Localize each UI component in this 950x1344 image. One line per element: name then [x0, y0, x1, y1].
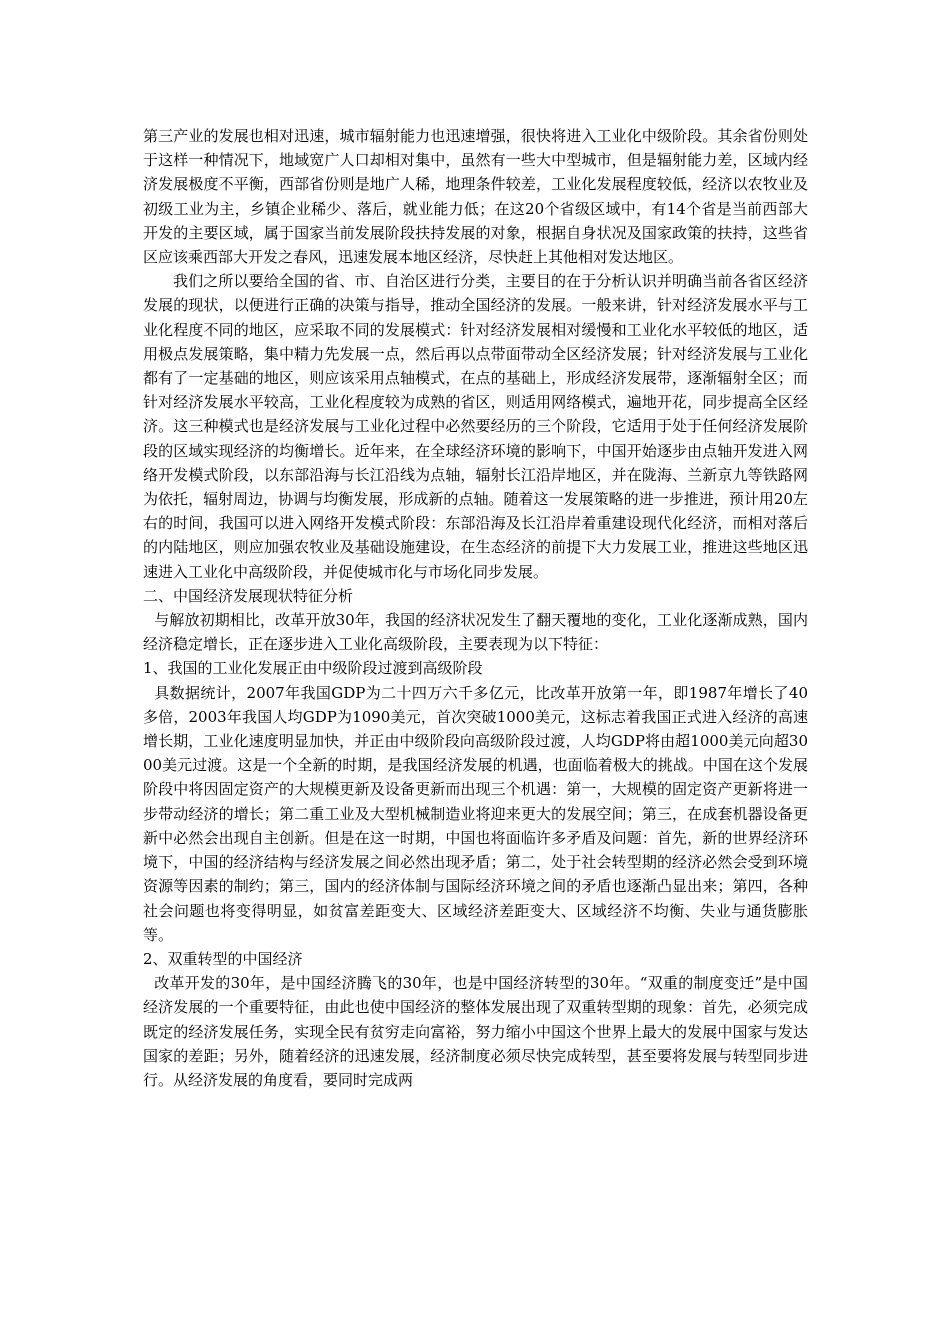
document-body [143, 124, 808, 1092]
body-paragraph: 第三产业的发展也相对迅速，城市辐射能力也迅速增强，很快将进入工业化中级阶段。其余省份则处于这样一种情况下，地域宽广人口却相对集中，虽然有一些大中型城市，但是辐射能力差，区域内经济发展极度不平衡，西部省份则是地广人稀，地理条件较差，工业化发展程度较低，经济以农牧业及初级工业为主，乡镇企业稀少、落后，就业能力低；在这20个省级区域中，有14个省是当前西部大开发的主要区域，属于国家当前发展阶段扶持发展的对象，根据自身状况及国家政策的扶持，这些省区应该乘西部大开发之春风，迅速发展本地区经济，尽快赶上其他相对发达地区。 [143, 127, 808, 267]
body-paragraph: 具数据统计，2007年我国GDP为二十四万六千多亿元，比改革开放第一年，即1987年增长了40多倍，2003年我国人均GDP为1090美元，首次突破1000美元，这标志着我国正式进入经济的高速增长期，工业化速度明显加快，并正由中级阶段向高级阶段过渡，人均GDP将由超1000美元向超3000美元过渡。这是一个全新的时期，是我国经济发展的机遇，也面临着极大的挑战。中国在这个发展阶段中将因固定资产的大规模更新及设备更新而出现三个机遇：第一，大规模的固定资产更新将进一步带动经济的增长；第二重工业及大型机械制造业将迎来更大的发展空间；第三，在成套机器设备更新中必然会出现自主创新。但是在这一时期，中国也将面临许多矛盾及问题：首先，新的世界经济环境下，中国的经济结构与经济发展之间必然出现矛盾；第二，处于社会转型期的经济必然会受到环境资源等因素的制约；第三，国内的经济体制与国际经济环境之间的矛盾也逐渐凸显出来；第四，各种社会问题也将变得明显，如贫富差距变大、区域经济差距变大、区域经济不均衡、失业与通货膨胀等。 [143, 683, 808, 944]
body-paragraph: 改革开发的30年，是中国经济腾飞的30年，也是中国经济转型的30年。“双重的制度变迁”是中国经济发展的一个重要特征，由此也使中国经济的整体发展出现了双重转型期的现象：首先，必须完成既定的经济发展任务，实现全民有贫穷走向富裕，努力缩小中国这个世界上最大的发展中国家与发达国家的差距；另外，随着经济的迅速发展，经济制度必须尽快完成转型，甚至要将发展与转型同步进行。从经济发展的角度看，要同时完成两 [143, 974, 808, 1089]
subsection-heading: 2、双重转型的中国经济 [143, 949, 303, 968]
subsection-heading: 1、我国的工业化发展正由中级阶段过渡到高级阶段 [143, 659, 483, 678]
body-paragraph: 与解放初期相比，改革开放30年，我国的经济状况发生了翻天覆地的变化，工业化逐渐成熟，国内经济稳定增长，正在逐步进入工业化高级阶段，主要表现为以下特征： [143, 611, 808, 654]
section-heading: 二、中国经济发展现状特征分析 [143, 586, 354, 605]
body-paragraph: 我们之所以要给全国的省、市、自治区进行分类，主要目的在于分析认识并明确当前各省区经济发展的现状，以便进行正确的决策与指导，推动全国经济的发展。一般来讲，针对经济发展水平与工业化程度不同的地区，应采取不同的发展模式：针对经济发展相对缓慢和工业化水平较低的地区，适用极点发展策略，集中精力先发展一点，然后再以点带面带动全区经济发展；针对经济发展与工业化都有了一定基础的地区，则应该采用点轴模式，在点的基础上，形成经济发展带，逐渐辐射全区；而针对经济发展水平较高，工业化程度较为成熟的省区，则适用网络模式，遍地开花，同步提高全区经济。这三种模式也是经济发展与工业化过程中必然要经历的三个阶段，它适用于处于任何经济发展阶段的区域实现经济的均衡增长。近年来，在全球经济环境的影响下，中国开始逐步由点轴开发进入网络开发模式阶段，以东部沿海与长江沿线为点轴，辐射长江沿岸地区，并在陇海、兰新京九等铁路网为依托，辐射周边，协调与均衡发展，形成新的点轴。随着这一发展策略的进一步推进，预计用20左右的时间，我国可以进入网络开发模式阶段：东部沿海及长江沿岸着重建设现代化经济，而相对落后的内陆地区，则应加强农牧业及基础设施建设，在生态经济的前提下大力发展工业，推进这些地区迅速进入工业化中高级阶段，并促使城市化与市场化同步发展。 [143, 272, 808, 581]
